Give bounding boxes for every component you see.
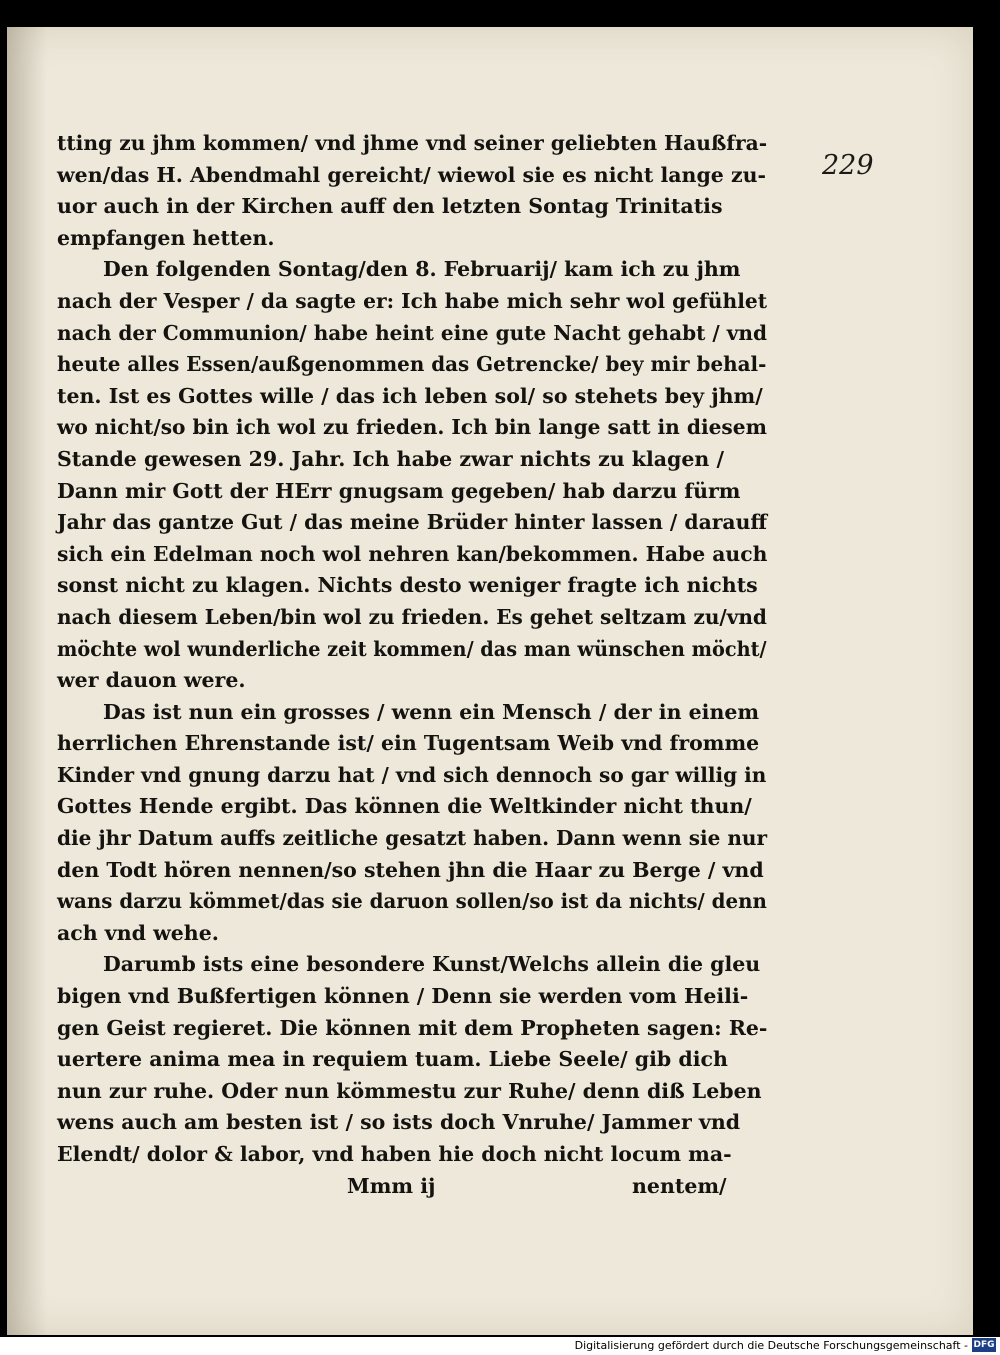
- text-line: Elendt/ dolor & labor, vnd haben hie doch nicht locum ma-: [57, 1142, 732, 1166]
- text-line: Jahr das gantze Gut / das meine Brüder hinter lassen / darauff: [57, 510, 768, 535]
- text-line: herrlichen Ehrenstande ist/ ein Tugentsam Weib vnd fromme: [57, 731, 760, 756]
- text-line: gen Geist regieret. Die können mit dem Propheten sagen: Re-: [57, 1015, 768, 1040]
- text-line: wo nicht/so bin ich wol zu frieden. Ich bin lange satt in diesem: [57, 415, 767, 440]
- text-line: uor auch in der Kirchen auff den letzten Sontag Trinitatis: [57, 194, 723, 219]
- text-line: Das ist nun ein grosses / wenn ein Mensch / der in einem: [103, 699, 760, 724]
- page-number: 229: [822, 150, 874, 181]
- page-gutter-shadow: [7, 27, 47, 1335]
- text-line: Den folgenden Sontag/den 8. Februarij/ kam ich zu jhm: [103, 257, 741, 282]
- text-line: wer dauon were.: [57, 668, 246, 693]
- text-line: bigen vnd Bußfertigen können / Denn sie werden vom Heili-: [57, 984, 749, 1009]
- text-line: nun zur ruhe. Oder nun kömmestu zur Ruhe/ denn diß Leben: [57, 1078, 762, 1103]
- footer-credit: Digitalisierung gefördert durch die Deutsche Forschungsgemeinschaft -: [574, 1339, 968, 1352]
- text-line: uertere anima mea in requiem tuam. Liebe Seele/ gib dich: [57, 1047, 728, 1072]
- text-line: nach diesem Leben/bin wol zu frieden. Es gehet seltzam zu/vnd: [57, 604, 767, 629]
- signature-line: [57, 1171, 767, 1203]
- dfg-logo: DFG: [973, 1340, 995, 1350]
- footer-bar: [0, 1337, 1000, 1355]
- text-line: ach vnd wehe.: [57, 920, 219, 945]
- text-line: Gottes Hende ergibt. Das können die Weltkinder nicht thun/: [57, 794, 752, 819]
- text-line: heute alles Essen/außgenommen das Getrencke/ bey mir behal-: [57, 352, 767, 377]
- text-line: ten. Ist es Gottes wille / das ich leben sol/ so stehets bey jhm/: [57, 383, 763, 408]
- text-line: nach der Vesper / da sagte er: Ich habe mich sehr wol gefühlet: [57, 288, 768, 313]
- text-line: nach der Communion/ habe heint eine gute Nacht gehabt / vnd: [57, 320, 768, 345]
- text-line: empfangen hetten.: [57, 225, 275, 250]
- signature-mark: Mmm ij: [347, 1173, 436, 1198]
- text-line: den Todt hören nennen/so stehen jhn die Haar zu Berge / vnd: [57, 857, 764, 882]
- text-line: Kinder vnd gnung darzu hat / vnd sich dennoch so gar willig in: [57, 762, 767, 787]
- book-page: [7, 27, 973, 1335]
- text-line: wen/das H. Abendmahl gereicht/ wiewol sie es nicht lange zu-: [57, 162, 767, 187]
- text-line: tting zu jhm kommen/ vnd jhme vnd seiner geliebten Haußfra-: [57, 131, 768, 155]
- body-text: [57, 128, 767, 1202]
- text-line: die jhr Datum auffs zeitliche gesatzt haben. Dann wenn sie nur: [57, 826, 768, 851]
- catchword: nentem/: [632, 1173, 727, 1198]
- text-line: Stande gewesen 29. Jahr. Ich habe zwar nichts zu klagen /: [57, 446, 724, 471]
- text-line: wens auch am besten ist / so ists doch Vnruhe/ Jammer vnd: [57, 1110, 741, 1135]
- text-line: möchte wol wunderliche zeit kommen/ das man wünschen möcht/: [57, 636, 767, 661]
- text-line: Dann mir Gott der HErr gnugsam gegeben/ hab darzu fürm: [57, 478, 741, 503]
- text-line: sich ein Edelman noch wol nehren kan/bekommen. Habe auch: [57, 541, 768, 566]
- text-line: sonst nicht zu klagen. Nichts desto weniger fragte ich nichts: [57, 573, 758, 598]
- text-line: Darumb ists eine besondere Kunst/Welchs allein die gleu: [103, 952, 761, 977]
- text-line: wans darzu kömmet/das sie daruon sollen/so ist da nichts/ denn: [57, 889, 767, 914]
